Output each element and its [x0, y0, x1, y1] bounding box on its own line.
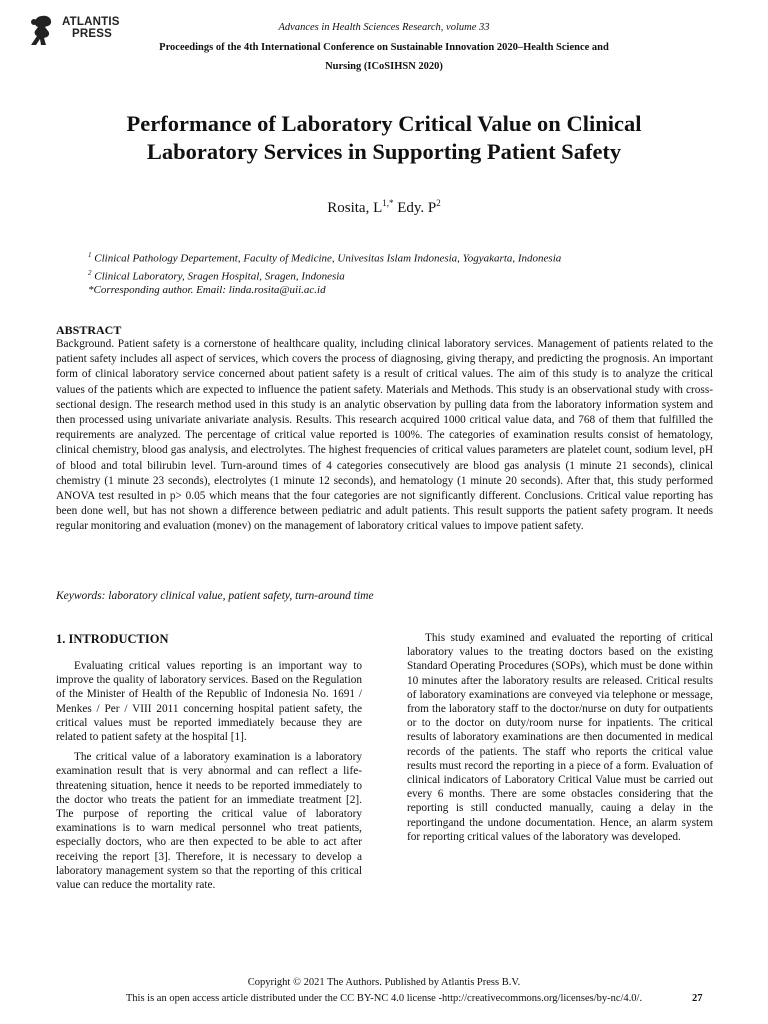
- author-1: Rosita, L: [327, 200, 383, 216]
- left-column: [56, 659, 362, 898]
- affiliations: [88, 248, 561, 297]
- section-heading-introduction: 1. INTRODUCTION: [56, 632, 169, 646]
- copyright-line: Copyright © 2021 The Authors. Published by Atlantis Press B.V.: [247, 977, 521, 988]
- affiliation-2: $^2$ Clinical Laboratory, Sragen Hospital, Sragen, Indonesia: [88, 268, 345, 283]
- keywords: Keywords: laboratory clinical value, patient safety, turn-around time: [56, 590, 374, 602]
- right-column: [407, 631, 713, 850]
- intro-paragraph-1: Evaluating critical values reporting is an important way to improve the quality of laboratory services. Based on the Regulation of the Minister of Health of the Republic of Indonesia No. 1691 / Menkes / Per / VIII 2011 concerning hospital patient safety, the critical values must be reported immediately because they are related to patient safety at the hospital [1].: [56, 660, 362, 744]
- paper-title: Performance of Laboratory Critical Value on Clinical Laboratory Services in Supporting Patient Safety: [126, 111, 642, 164]
- authors: [0, 198, 768, 217]
- abstract-text: Background. Patient safety is a cornerstone of healthcare quality, including clinical laboratory services. Management of patients related to the patient safety includes all aspect of services, which covers the process of diagnosing, giving therapy, and predicting the prognosis. An important form of clinical laboratory service concerned about patient safety is a result of critical values. The aim of this study is to analyze the critical values of the patients which are expected to influence the patient safety. Materials and Methods. This study is an observational study with cross-sectional design. The research method used in this study is an analytic observation by pulling data from the laboratory information system and then processed using univariate anivariate analysis. Results. This research acquired 1000 critical value data, and 768 of them that fulfilled the requirements are analyzed. The percentage of critical value reported is 100%. The categories of examination results consist of hematology, clinical chemistry, blood gas analysis, and electrolytes. The highest frequencies of critical values parameters are platelet count, sodium level, pH of blood and total bilirubin level. Turn-around times of 4 categories consecutively are blood gas analysis (1 minute 21 seconds), clinical chemistry (1 minute 23 seconds), electrolytes (1 minute 12 seconds), and hematology (1 minute 20 seconds). After that, this study performed ANOVA test resulted in p> 0.05 which means that the four categories are not significantly different. Conclusions. Critical value reporting has been done well, but has not shown a difference between pediatric and adult patients. This result supports the patient safety program. It needs regular monitoring and evaluation (monev) on the management of laboratory critical values to impove patient safety.: [56, 338, 713, 533]
- series-line: Advances in Health Sciences Research, volume 33: [278, 22, 490, 33]
- abstract-heading: ABSTRACT: [56, 323, 122, 337]
- logo-wordmark: ATLANTIS PRESS: [62, 16, 120, 40]
- affiliation-1: $^1$ Clinical Pathology Departement, Faculty of Medicine, Univesitas Islam Indonesia, Yogyakarta, Indonesia: [88, 251, 562, 265]
- author-2-sup: 2: [436, 198, 441, 208]
- intro-paragraph-2: The critical value of a laboratory examination is a laboratory examination result that is very abnormal and can reflect a life-threatening situation, hence it needs to be reported immediately to the doctor who treats the patient for an immediate treatment [2]. The purpose of reporting the critical value of laboratory examinations is to warn medical personnel who treat patients, especially doctors, who are then expected to be able to act after receiving the report [3]. Therefore, it is necessary to develop a laboratory management system so that the reporting of this critical value can reduce the mortality rate.: [56, 751, 362, 892]
- intro-paragraph-3: This study examined and evaluated the reporting of critical laboratory values to the treating doctors based on the existing Standard Operating Procedures (SOPs), which must be done within 10 minutes after the laboratory results are released. Critical results of laboratory examinations are conveyed via telephone or message, from the laboratory staff to the doctor/nurse on duty for outpatients or to the doctor on duty/room nurse for inpatients. The critical results of laboratory examinations are then documented in medical records of the patients. The staff who reports the critical value results must record the reporting in a piece of a form. Evaluation of clinical indicators of Laboratory Critical Value must be carried out every 6 months. There are some obstacles considering that the reporting is still conducted manually, cauing a delay in the reportingand the undone documentation. Hence, an alarm system for reporting critical values of the laboratory was developed.: [407, 632, 713, 843]
- proceedings-line: Proceedings of the 4th International Conference on Sustainable Innovation 2020–Health Science and Nursing (ICoSIHSN 2020): [159, 42, 609, 72]
- license-line: This is an open access article distributed under the CC BY-NC 4.0 license -http://creativecommons.org/licenses/by-nc/4.0/.: [125, 993, 643, 1004]
- author-1-sup: 1,*: [382, 198, 394, 208]
- corresponding-author: *Corresponding author. Email: linda.rosita@uii.ac.id: [88, 284, 326, 297]
- author-2: Edy. P: [393, 200, 437, 216]
- page-number: 27: [692, 993, 703, 1004]
